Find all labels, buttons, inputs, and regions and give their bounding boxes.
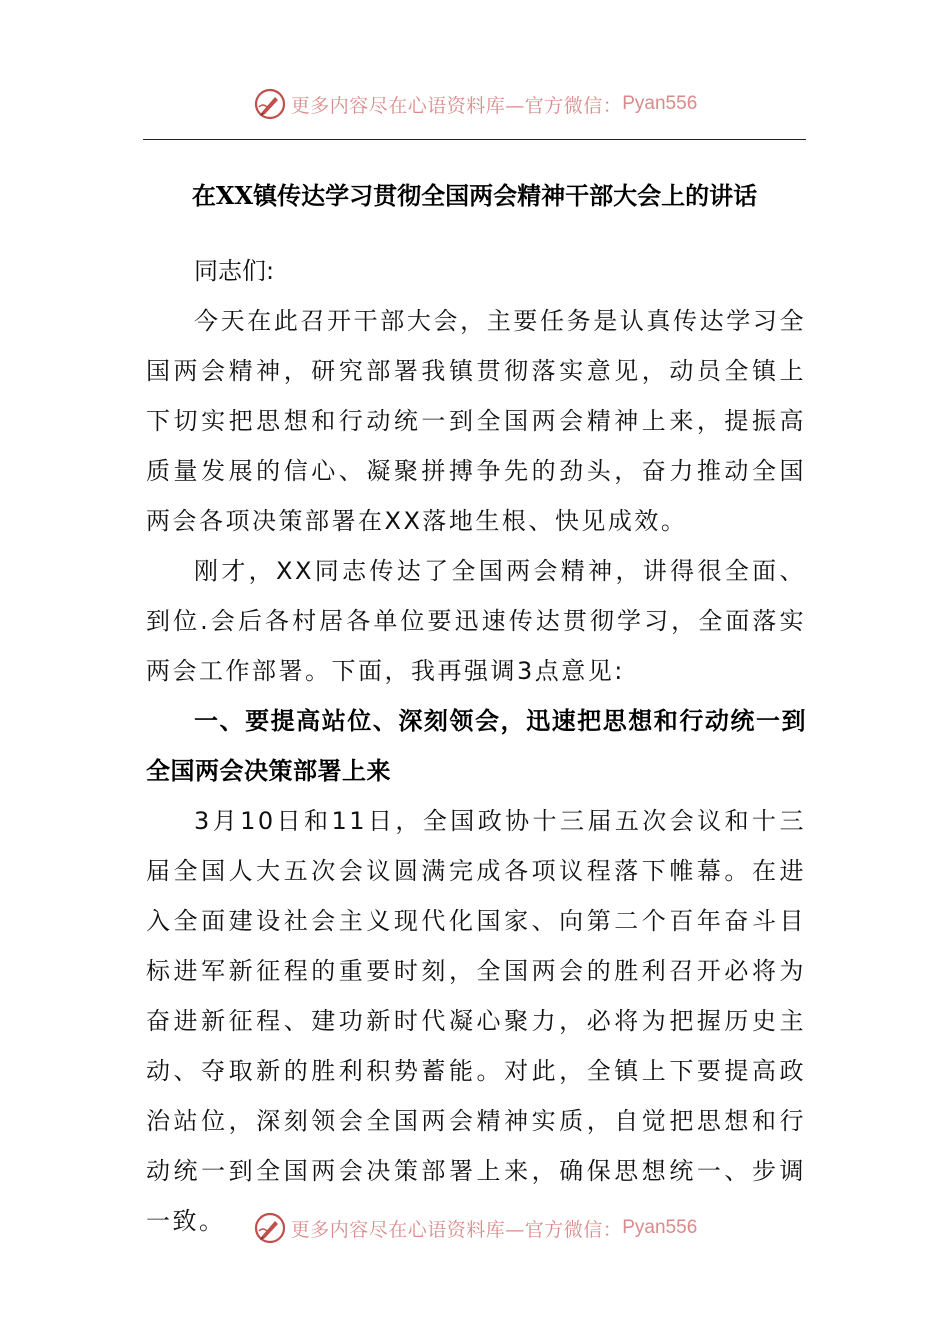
header-divider <box>143 139 806 140</box>
paragraph-2: 刚才，XX同志传达了全国两会精神，讲得很全面、到位.会后各村居各单位要迅速传达贯彻学习，全面落实两会工作部署。下面，我再强调3点意见: <box>146 557 806 685</box>
footer-watermark <box>0 1208 950 1248</box>
watermark-wechat-id: Pyan556 <box>622 1217 698 1238</box>
pen-logo-icon <box>253 1211 287 1245</box>
salutation: 同志们: <box>194 257 275 285</box>
watermark-wechat-id: Pyan556 <box>622 93 698 114</box>
document-body <box>146 246 806 1246</box>
watermark-text: 更多内容尽在心语资料库—官方微信： <box>290 94 623 117</box>
document-title: 在XX镇传达学习贯彻全国两会精神干部大会上的讲话 <box>191 181 758 210</box>
watermark-text: 更多内容尽在心语资料库—官方微信： <box>290 1218 623 1241</box>
section-1-paragraph: 3月10日和11日，全国政协十三届五次会议和十三届全国人大五次会议圆满完成各项议程落下帷幕。在进入全面建设社会主义现代化国家、向第二个百年奋斗目标进军新征程的重要时刻，全国两会的胜利召开必将为奋进新征程、建功新时代凝心聚力，必将为把握历史主动、夺取新的胜利积势蓄能。对此，全镇上下要提高政治站位，深刻领会全国两会精神实质，自觉把思想和行动统一到全国两会决策部署上来，确保思想统一、步调一致。 <box>146 807 806 1235</box>
pen-logo-icon <box>253 87 287 121</box>
header-watermark <box>0 84 950 124</box>
paragraph-1: 今天在此召开干部大会，主要任务是认真传达学习全国两会精神，研究部署我镇贯彻落实意见，动员全镇上下切实把思想和行动统一到全国两会精神上来，提振高质量发展的信心、凝聚拼搏争先的劲头，奋力推动全国两会各项决策部署在XX落地生根、快见成效。 <box>146 307 806 535</box>
section-heading-1: 一、要提高站位、深刻领会，迅速把思想和行动统一到全国两会决策部署上来 <box>146 707 806 785</box>
